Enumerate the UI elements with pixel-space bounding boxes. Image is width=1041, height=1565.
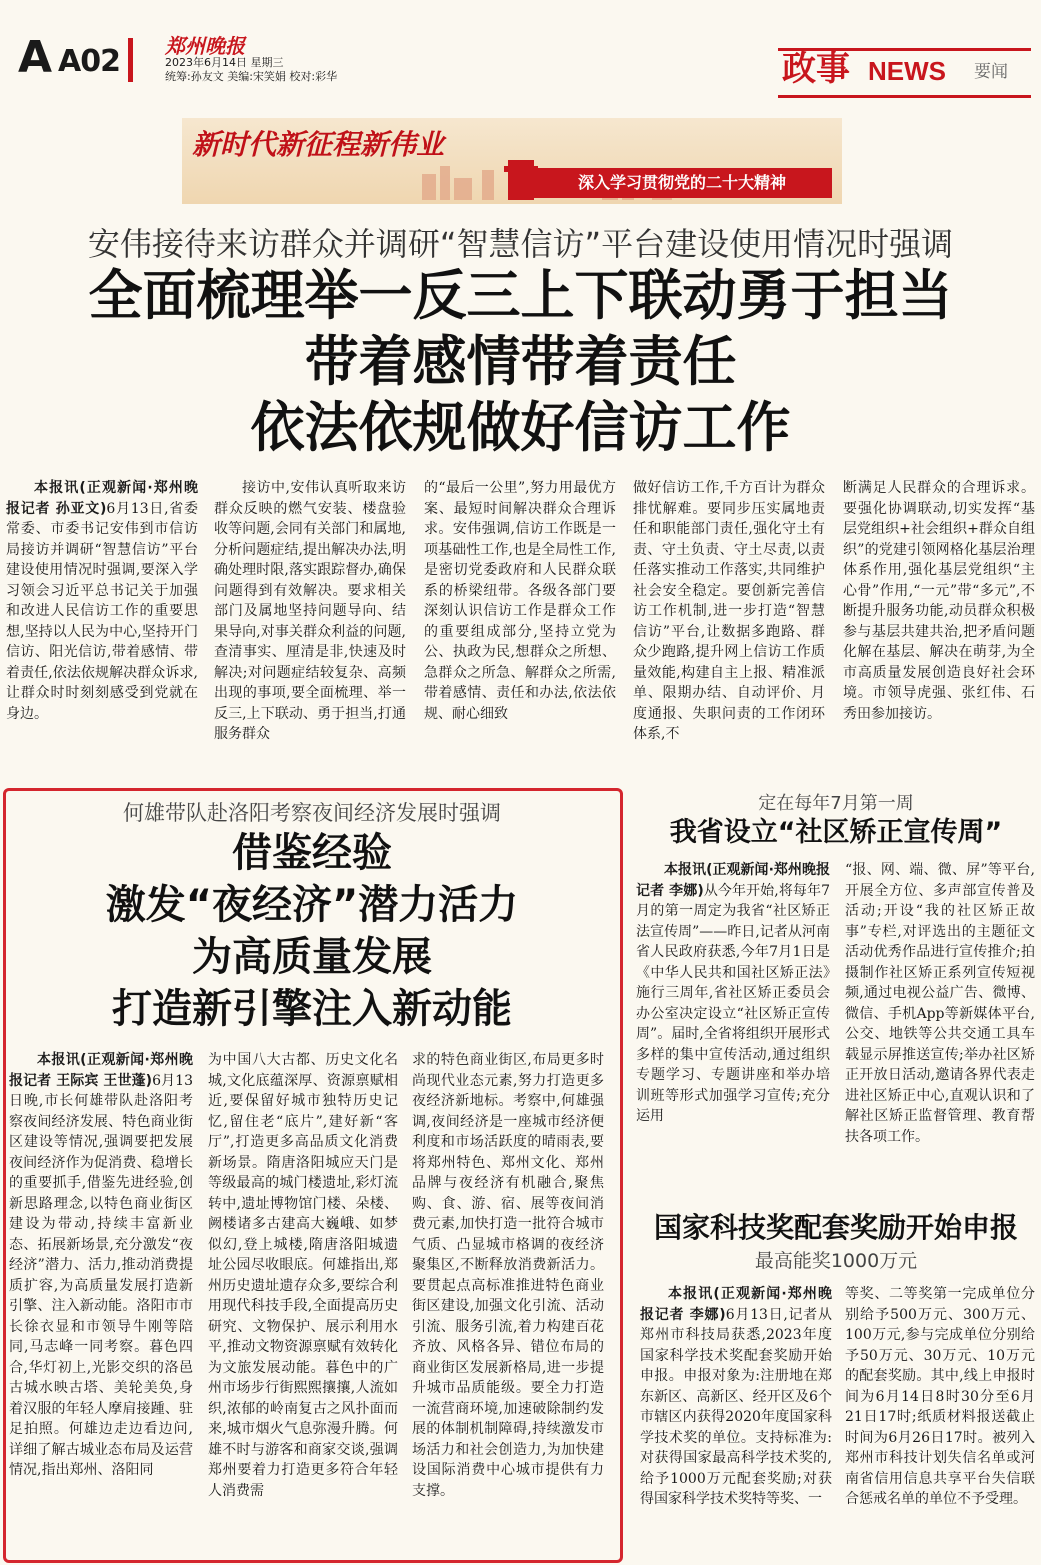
- science-award-column-2: 等奖、二等奖第一完成单位分别给予500万元、300万元、100万元,参与完成单位分别给予50万元、30万元、10万元的配套奖励。其中,线上申报时间为6月14日8时30分至6月21日17时;纸质材料报送截止时间为6月26日17时。被列入郑州市科技计划失信名单或河南省信用信息共享平台失信联合惩戒名单的单位不予受理。: [845, 1286, 1035, 1507]
- night-economy-column-1: 本报讯(正观新闻·郑州晚报记者 王际宾 王世蓬)6月13日晚,市长何雄带队赴洛阳考察夜间经济发展、特色商业街区建设等情况,强调要把发展夜间经济作为促消费、稳增长的重要抓手,借鉴先进经验,创新思路理念,以特色商业街区建设为带动,持续丰富新业态、拓展新场景,充分激发“夜经济”潜力、活力,推动消费提质扩容,为高质量发展打造新引擎、注入新动能。洛阳市市长徐衣显和市领导牛刚等陪同,马志峰一同考察。暮色四合,华灯初上,光影交织的洛邑古城水映古塔、美轮美奂,身着汉服的年轻人摩肩接踵、驻足拍照。何雄边走边看边问,详细了解古城业态布局及运营情况,指出郑州、洛阳同: [9, 1052, 193, 1478]
- correction-week-column-2: “报、网、端、微、屏”等平台,开展全方位、多声部宣传普及活动;开设“我的社区矫正故事”专栏,对评选出的主题征文活动优秀作品进行宣传推介;拍摄制作社区矫正系列宣传短视频,通过电视公益广告、微博、微信、手机App等新媒体平台,公交、地铁等公共交通工具车载显示屏推送宣传;举办社区矫正开放日活动,邀请各界代表走进社区矫正中心,直观认识和了解社区矫正监督管理、教育帮扶各项工作。: [845, 862, 1035, 1145]
- section-news-label: NEWS: [868, 56, 946, 86]
- night-economy-kicker: 何雄带队赴洛阳考察夜间经济发展时强调: [123, 801, 501, 825]
- correction-week-column-1: 本报讯(正观新闻·郑州晚报记者 李娜)从今年开始,将每年7月的第一周定为我省“社区矫正法宣传周”——昨日,记者从河南省人民政府获悉,今年7月1日是《中华人民共和国社区矫正法》施行三周年,省社区矫正委员会办公室决定设立“社区矫正宣传周”。届时,全省将组织开展形式多样的集中宣传活动,通过组织专题学习、专题讲座和举办培训班等形式加强学习宣传;充分运用: [636, 862, 830, 1124]
- science-award-column-1: 本报讯(正观新闻·郑州晚报记者 李娜)6月13日,记者从郑州市科技局获悉,2023年度国家科学技术奖配套奖励开始申报。申报对象为:注册地在郑东新区、高新区、经开区及6个市辖区内获得2020年度国家科学技术奖的单位。支持标准为:对获得国家最高科学技术奖的,给予1000万元配套奖励;对获得国家科学技术奖特等奖、一: [640, 1286, 832, 1507]
- night-economy-headline-1: 借鉴经验: [232, 830, 392, 876]
- correction-week-kicker: 定在每年7月第一周: [758, 793, 914, 814]
- banner-title: 新时代新征程新伟业: [192, 128, 445, 161]
- science-award-kicker: 最高能奖1000万元: [754, 1250, 918, 1272]
- page-number: A02: [58, 44, 120, 79]
- page-letter: A: [18, 32, 51, 83]
- night-economy-column-3: 求的特色商业街区,布局更多时尚现代业态元素,努力打造更多夜经济新地标。考察中,何雄强调,夜间经济是一座城市经济便利度和市场活跃度的晴雨表,要将郑州特色、郑州文化、郑州品牌与夜经济有机融合,聚焦购、食、游、宿、展等夜间消费元素,加快打造一批符合城市气质、凸显城市格调的夜经济聚集区,不断释放消费新活力。要贯起点高标准推进特色商业街区建设,加强文化引流、活动引流、服务引流,着力构建百花齐放、风格各异、错位布局的商业街区发展新格局,进一步提升城市品质能级。要全力打造一流营商环境,加速破除制约发展的体制机制障碍,持续激发市场活力和社会创造力,为加快建设国际消费中心城市提供有力支撑。: [412, 1052, 604, 1499]
- lead-column-1: 本报讯(正观新闻·郑州晚报记者 孙亚文)6月13日,省委常委、市委书记安伟到市信访局接访并调研“智慧信访”平台建设使用情况时强调,要深入学习领会习近平总书记关于加强和改进人民信访工作的重要思想,坚持以人民为中心,坚持开门信访、阳光信访,带着感情、带着责任,依法依规解决群众诉求,让群众时时刻刻感受到党就在身边。: [6, 480, 198, 722]
- lead-headline-2: 带着感情带着责任: [304, 330, 737, 393]
- issue-date: 2023年6月14日 星期三: [165, 56, 284, 69]
- night-economy-headline-4: 打造新引擎注入新动能: [112, 986, 512, 1032]
- science-award-headline: 国家科技奖配套奖励开始申报: [653, 1211, 1018, 1244]
- night-economy-byline: 本报讯(正观新闻·郑州晚报记者 王际宾 王世蓬): [9, 1052, 193, 1089]
- lead-headline-3: 依法依规做好信访工作: [250, 396, 791, 459]
- lead-headline-1: 全面梳理举一反三上下联动勇于担当: [88, 264, 953, 327]
- science-award-byline: 本报讯(正观新闻·郑州晚报记者 李娜): [640, 1286, 832, 1323]
- banner-subtitle: 深入学习贯彻党的二十大精神: [532, 168, 832, 198]
- lead-column-4: 做好信访工作,千方百计为群众排忧解难。要同步压实属地责任和职能部门责任,强化守土有责、守土负责、守土尽责,以责任落实推动工作落实,共同维护社会安全稳定。要创新完善信访工作机制,进一步打造“智慧信访”平台,让数据多跑路、群众少跑路,提升网上信访工作质量效能,构建自主上报、精准派单、限期办结、自动评价、月度通报、失职问责的工作闭环体系,不: [633, 480, 825, 742]
- lead-column-5: 断满足人民群众的合理诉求。要强化协调联动,切实发挥“基层党组织+社会组织+群众自组织”的党建引领网格化基层治理体系作用,强化基层党组织“主心骨”作用,“一元”带“多元”,不断提升服务功能,动员群众积极参与基层共建共治,把矛盾问题化解在基层、解决在萌芽,为全市高质量发展创造良好社会环境。市领导虎强、张红伟、石秀田参加接访。: [843, 480, 1035, 722]
- lead-kicker: 安伟接待来访群众并调研“智慧信访”平台建设使用情况时强调: [87, 225, 954, 263]
- masthead-divider: [128, 38, 133, 82]
- lead-column-3: 的“最后一公里”,努力用最优方案、最短时间解决群众合理诉求。安伟强调,信访工作既是一项基础性工作,也是全局性工作,是密切党委政府和人民群众联系的桥梁纽带。各级各部门要深刻认识信访工作是群众工作的重要组成部分,坚持立党为公、执政为民,想群众之所想、急群众之所急、解群众之所需,带着感情、责任和办法,依法依规、耐心细致: [424, 480, 616, 722]
- staff-credits: 统筹:孙友文 美编:宋笑娟 校对:彩华: [165, 70, 338, 83]
- lead-byline: 本报讯(正观新闻·郑州晚报记者 孙亚文): [6, 480, 198, 517]
- night-economy-headline-2: 激发“夜经济”潜力活力: [105, 882, 519, 928]
- correction-week-byline: 本报讯(正观新闻·郑州晚报记者 李娜): [636, 862, 830, 899]
- night-economy-headline-3: 为高质量发展: [192, 934, 432, 980]
- night-economy-column-2: 为中国八大古都、历史文化名城,文化底蕴深厚、资源禀赋相近,要保留好城市独特历史记忆,留住老“底片”,建好新“客厅”,打造更多高品质文化消费新场景。隋唐洛阳城应天门是等级最高的城门楼遗址,彩灯流转中,遗址博物馆门楼、朵楼、阙楼诸多古建高大巍峨、如梦似幻,登上城楼,隋唐洛阳城遗址公园尽收眼底。何雄指出,郑州历史遗址遗存众多,要综合利用现代科技手段,全面提高历史研究、文物保护、展示利用水平,推动文物资源禀赋有效转化为文旅发展动能。暮色中的广州市场步行街熙熙攘攘,人流如织,浓郁的岭南复古之风扑面而来,城市烟火气息弥漫升腾。何雄不时与游客和商家交谈,强调郑州要着力打造更多符合年轻人消费需: [208, 1052, 398, 1499]
- lead-column-2: 接访中,安伟认真听取来访群众反映的燃气安装、楼盘验收等问题,会同有关部门和属地,分析问题症结,提出解决办法,明确处理时限,落实跟踪督办,确保问题得到有效解决。要求相关部门及属地坚持问题导向、结果导向,对事关群众利益的问题,查清事实、厘清是非,快速及时解决;对问题症结较复杂、高频出现的事项,要全面梳理、举一反三,上下联动、勇于担当,打通服务群众: [214, 480, 406, 742]
- paper-logo: 郑州晚报: [165, 34, 245, 58]
- correction-week-headline: 我省设立“社区矫正宣传周”: [669, 817, 1003, 848]
- section-title: 政事: [782, 49, 850, 89]
- section-subtitle: 要闻: [974, 62, 1008, 82]
